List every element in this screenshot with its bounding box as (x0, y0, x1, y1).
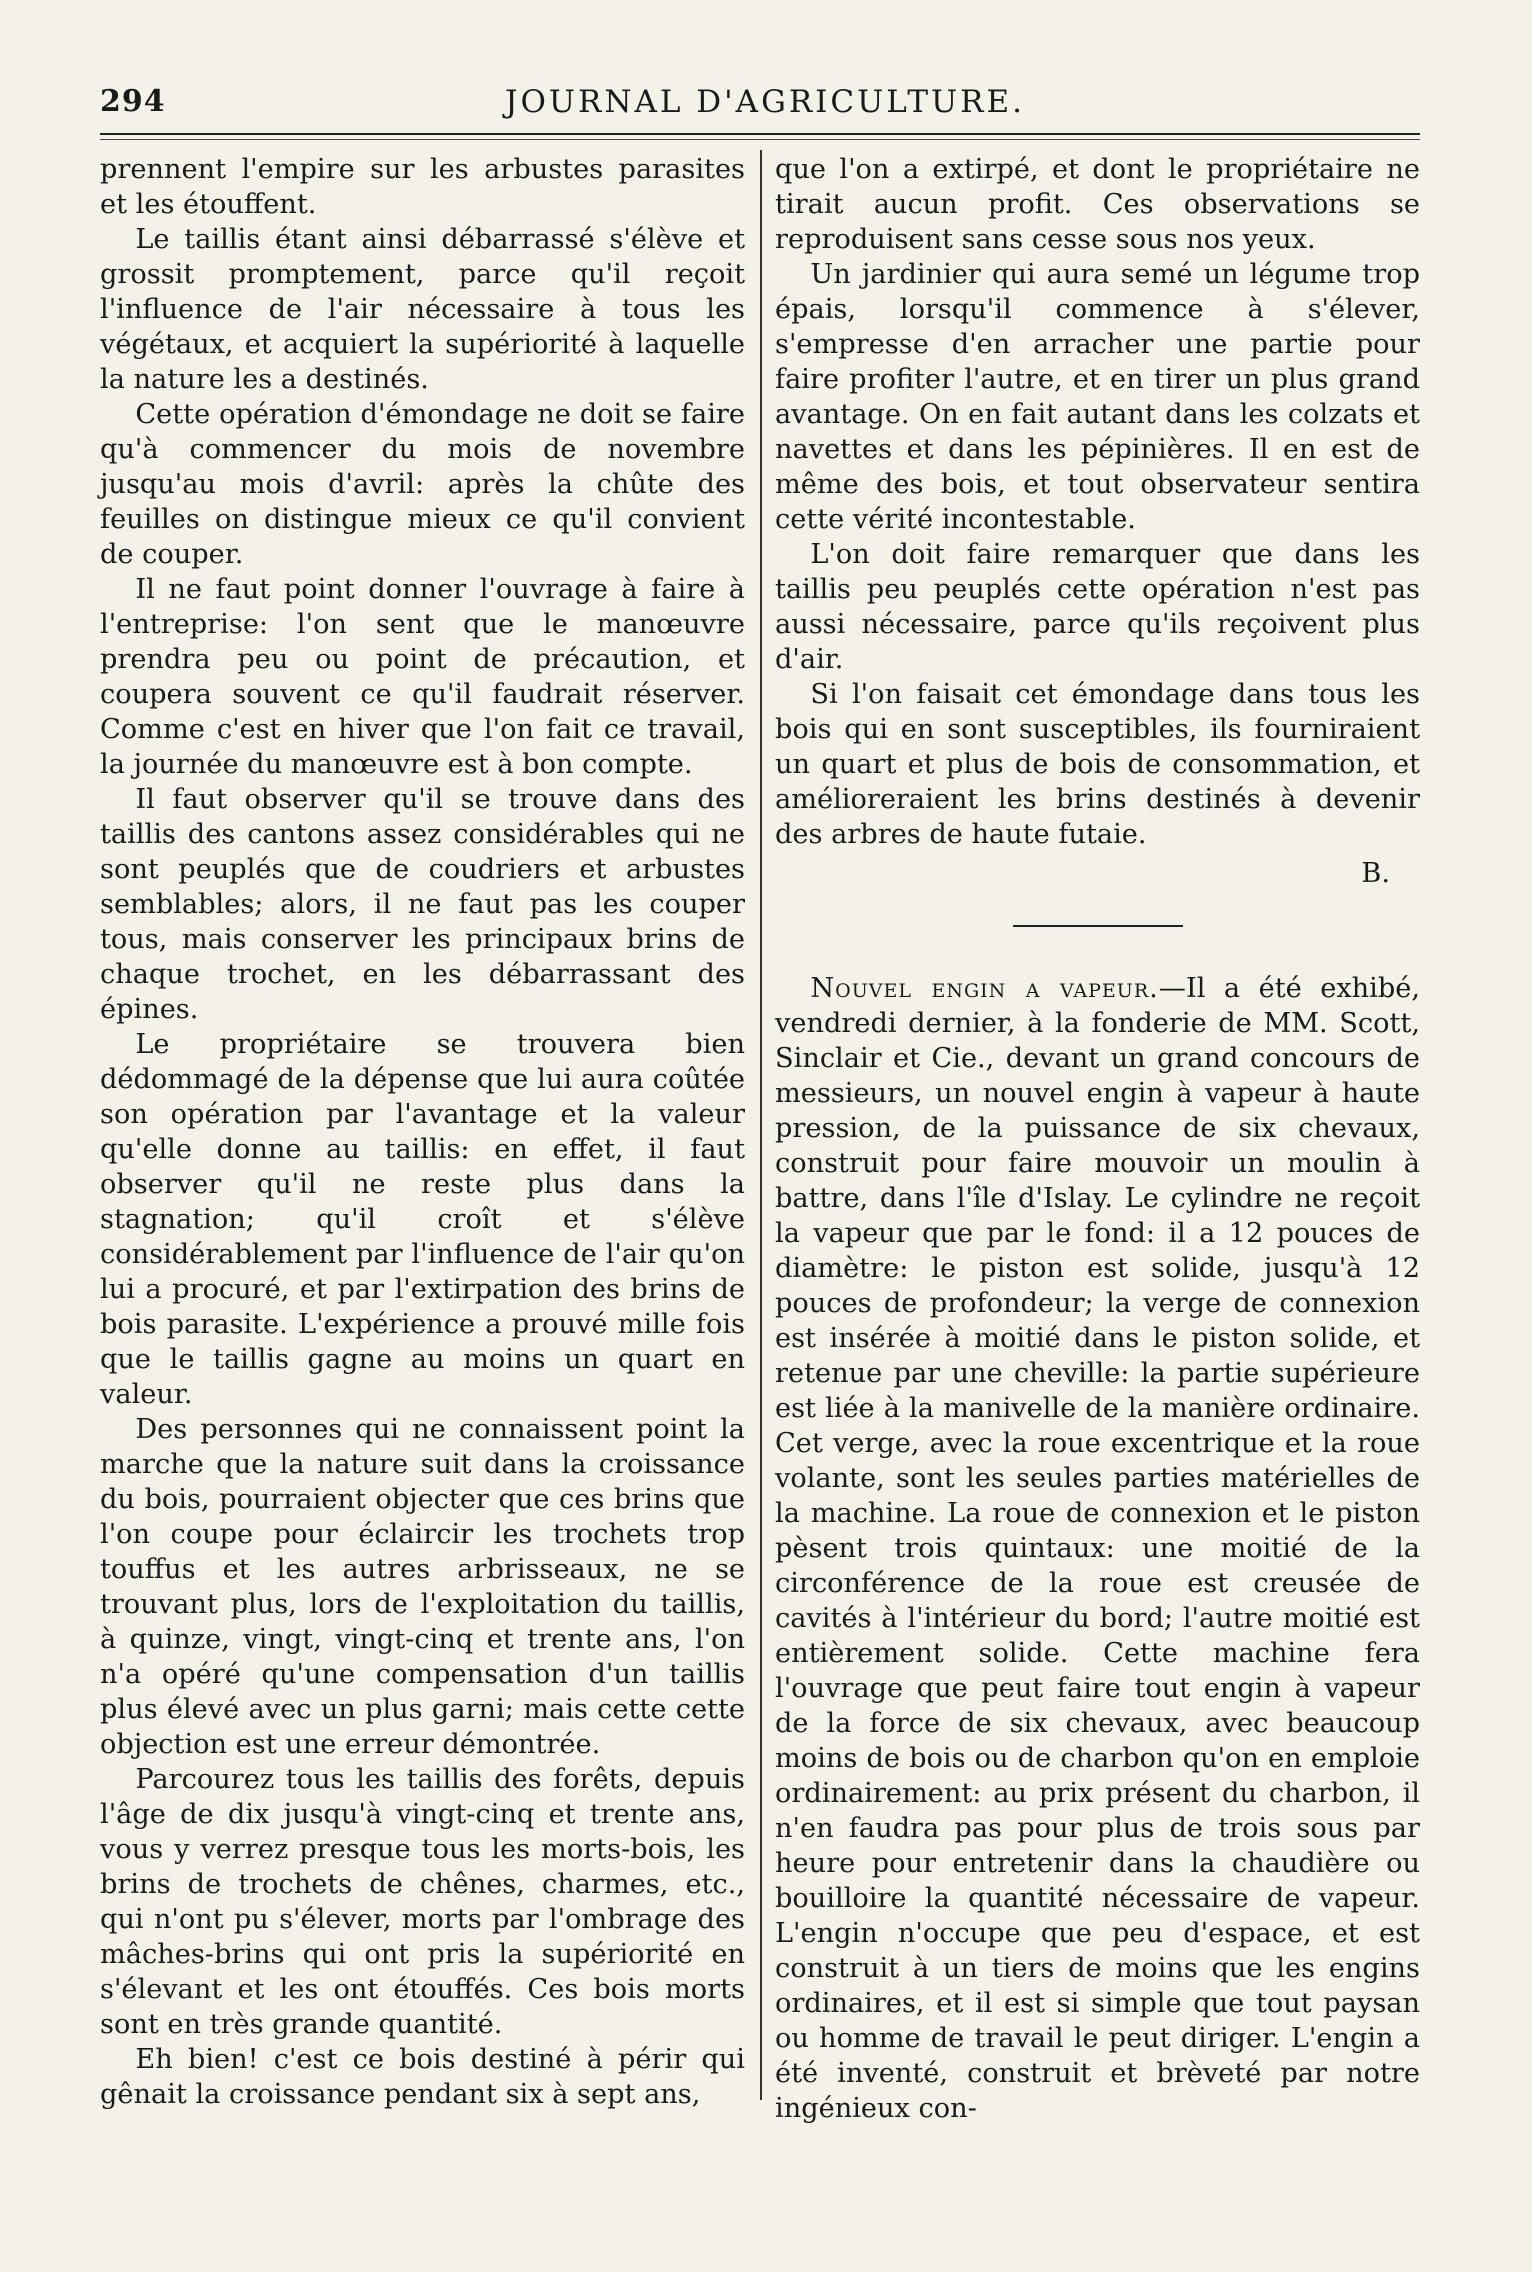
paragraph: Des personnes qui ne connaissent point la marche que la nature suit dans la croissance du bois, pourraient objecter que ces brins que l'on coupe pour éclaircir les trochets trop touffus et les autres arbrisseaux, ne se trouvant plus, lors de l'exploitation du taillis, à quinze, vingt, vingt-cinq et trente ans, l'on n'a opéré qu'une compensation d'un taillis plus élevé avec un plus garni; mais cette cette objection est une erreur démontrée. (100, 1414, 745, 1760)
paragraph: Le taillis étant ainsi débarrassé s'élève et grossit promptement, parce qu'il reçoit l'influence de l'air nécessaire à tous les végétaux, et acquiert la supériorité à laquelle la nature les a destinés. (100, 224, 745, 395)
paragraph: Eh bien! c'est ce bois destiné à périr qui gênait la croissance pendant six à sept ans, (100, 2044, 745, 2110)
paragraph: Si l'on faisait cet émondage dans tous les bois qui en sont susceptibles, ils fourniraient un quart et plus de bois de consommation, et amélioreraient les brins destinés à devenir des arbres de haute futaie. (775, 679, 1420, 850)
page-header (100, 84, 1430, 128)
author-signature: B. (1361, 858, 1390, 889)
paragraph: Parcourez tous les taillis des forêts, depuis l'âge de dix jusqu'à vingt-cinq et trente ans, vous y verrez presque tous les morts-bois, les brins de trochets de chênes, charmes, etc., qui n'ont pu s'élever, morts par l'ombrage des mâches-brins qui ont pris la supériorité en s'élevant et les ont étouffés. Ces bois morts sont en très grande quantité. (100, 1764, 745, 2040)
page-number: 294 (100, 84, 166, 119)
header-rule-thin (100, 139, 1420, 140)
paragraph: L'on doit faire remarquer que dans les taillis peu peuplés cette opération n'est pas aussi nécessaire, parce qu'ils reçoivent plus d'air. (775, 539, 1420, 675)
journal-title: JOURNAL D'AGRICULTURE. (505, 84, 1025, 120)
paragraph: Le propriétaire se trouvera bien dédommagé de la dépense que lui aura coûtée son opération par l'avantage et la valeur qu'elle donne au taillis: en effet, il faut observer qu'il ne reste plus dans la stagnation; qu'il croît et s'élève considérablement par l'influence de l'air qu'on lui a procuré, et par l'extirpation des brins de bois parasite. L'expérience a prouvé mille fois que le taillis gagne au moins un quart en valeur. (100, 1029, 745, 1410)
paragraph: Un jardinier qui aura semé un légume trop épais, lorsqu'il commence à s'élever, s'empresse d'en arracher une partie pour faire profiter l'autre, et en tirer un plus grand avantage. On en fait autant dans les colzats et navettes et dans les pépinières. Il en est de même des bois, et tout observateur sentira cette vérité incontestable. (775, 259, 1420, 535)
paragraph: Il faut observer qu'il se trouve dans des taillis des cantons assez considérables qui ne sont peuplés que de coudriers et arbustes semblables; alors, il ne faut pas les couper tous, mais conserver les principaux brins de chaque trochet, en les débarrassant des épines. (100, 784, 745, 1025)
column-divider (760, 150, 762, 2100)
paragraph: Il ne faut point donner l'ouvrage à faire à l'entreprise: l'on sent que le manœuvre prendra peu ou point de précaution, et coupera souvent ce qu'il faudrait réserver. Comme c'est en hiver que l'on fait ce travail, la journée du manœuvre est à bon compte. (100, 574, 745, 780)
paragraph: que l'on a extirpé, et dont le propriétaire ne tirait aucun profit. Ces observations se reproduisent sans cesse sous nos yeux. (775, 154, 1420, 255)
left-column (100, 152, 745, 2112)
article-paragraph (775, 971, 1420, 2126)
article-headline: Nouvel engin a vapeur. (810, 973, 1159, 1004)
article-separator (1013, 925, 1183, 927)
paragraph: Cette opération d'émondage ne doit se faire qu'à commencer du mois de novembre jusqu'au mois d'avril: après la chûte des feuilles on distingue mieux ce qu'il convient de couper. (100, 399, 745, 570)
paragraph: prennent l'empire sur les arbustes parasites et les étouffent. (100, 154, 745, 220)
header-rule (100, 133, 1420, 135)
article-body: —Il a été exhibé, vendredi dernier, à la fonderie de MM. Scott, Sinclair et Cie., devant un grand concours de messieurs, un nouvel engin à vapeur à haute pression, de la puissance de six chevaux, construit pour faire mouvoir un moulin à battre, dans l'île d'Islay. Le cylindre ne reçoit la vapeur que par le fond: il a 12 pouces de diamètre: le piston est solide, jusqu'à 12 pouces de profondeur; la verge de connexion est insérée à moitié dans le piston solide, et retenue par une cheville: la partie supérieure est liée à la manivelle de la manière ordinaire. Cet verge, avec la roue excentrique et la roue volante, sont les seules parties matérielles de la machine. La roue de connexion et le piston pèsent trois quintaux: une moitié de la circonférence de la roue est creusée de cavités à l'intérieur du bord; l'autre moitié est entièrement solide. Cette machine fera l'ouvrage que peut faire tout engin à vapeur de la force de six chevaux, avec beaucoup moins de bois ou de charbon qu'on en emploie ordinairement: au prix présent du charbon, il n'en faudra pas pour plus de trois sous par heure pour entretenir dans la chaudière ou bouilloire la quantité nécessaire de vapeur. L'engin n'occupe que peu d'espace, et est construit à un tiers de moins que les engins ordinaires, et il est si simple que tout paysan ou homme de travail le peut diriger. L'engin a été inventé, construit et brèveté par notre ingénieux con- (775, 973, 1420, 2124)
right-column (775, 152, 1420, 2126)
